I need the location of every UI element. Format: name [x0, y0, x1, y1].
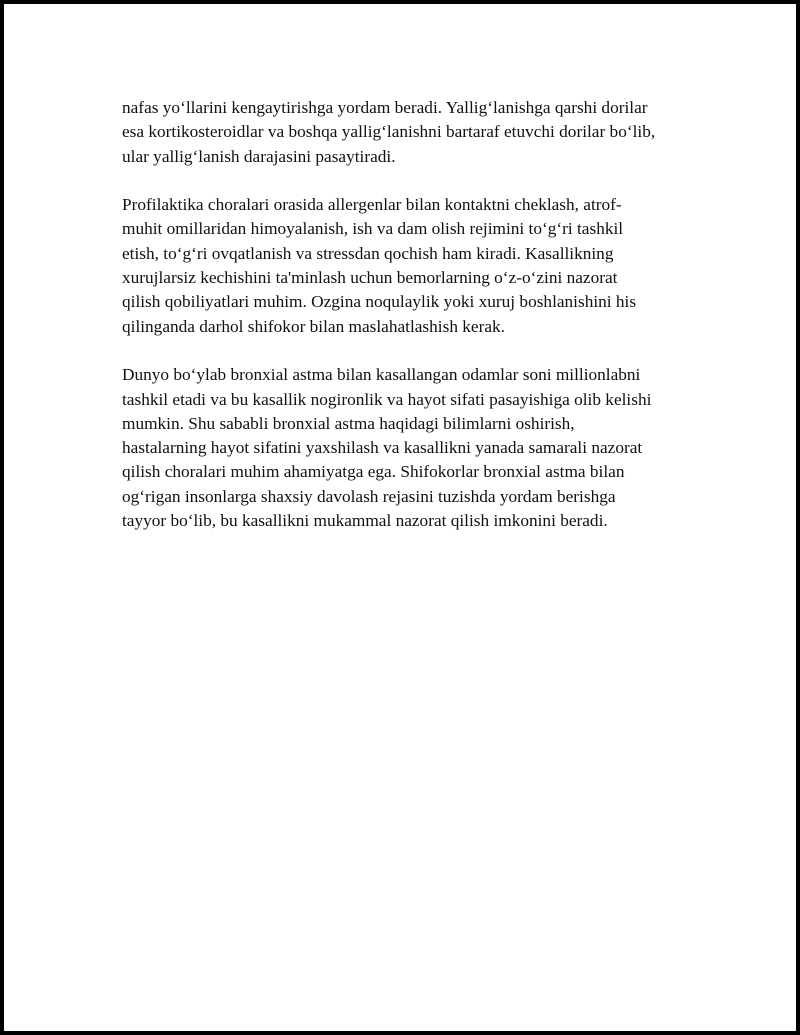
document-body	[122, 96, 692, 558]
text-line: tashkil etadi va bu kasallik nogironlik va hayot sifati pasayishiga olib kelishi	[122, 389, 652, 409]
paragraph-2	[122, 193, 692, 339]
text-line: etish, to‘g‘ri ovqatlanish va stressdan qochish ham kiradi. Kasallikning	[122, 243, 614, 263]
text-line: qilinganda darhol shifokor bilan maslahatlashish kerak.	[122, 316, 505, 336]
text-line: ular yallig‘lanish darajasini pasaytiradi.	[122, 146, 396, 166]
text-line: xurujlarsiz kechishini ta'minlash uchun bemorlarning o‘z-o‘zini nazorat	[122, 268, 618, 288]
text-line: qilish qobiliyatlari muhim. Ozgina noqulaylik yoki xuruj boshlanishini his	[122, 292, 637, 312]
text-line: Dunyo bo‘ylab bronxial astma bilan kasallangan odamlar soni millionlabni	[122, 365, 641, 385]
text-line: nafas yo‘llarini kengaytirishga yordam beradi. Yallig‘lanishga qarshi dorilar	[122, 98, 648, 117]
text-line: muhit omillaridan himoyalanish, ish va dam olish rejimini to‘g‘ri tashkil	[122, 219, 624, 239]
text-line: qilish choralari muhim ahamiyatga ega. Shifokorlar bronxial astma bilan	[122, 462, 625, 482]
text-line: hastalarning hayot sifatini yaxshilash va kasallikni yanada samarali nazorat	[122, 438, 643, 458]
text-line: og‘rigan insonlarga shaxsiy davolash rejasini tuzishda yordam berishga	[122, 486, 616, 506]
text-line: tayyor bo‘lib, bu kasallikni mukammal nazorat qilish imkonini beradi.	[122, 511, 608, 531]
text-line: mumkin. Shu sababli bronxial astma haqidagi bilimlarni oshirish,	[122, 413, 575, 433]
paragraph-1	[122, 96, 692, 169]
text-line: Profilaktika choralari orasida allergenlar bilan kontaktni cheklash, atrof-	[122, 195, 622, 215]
paragraph-3	[122, 363, 692, 533]
text-line: esa kortikosteroidlar va boshqa yallig‘lanishni bartaraf etuvchi dorilar bo‘lib,	[122, 122, 656, 142]
